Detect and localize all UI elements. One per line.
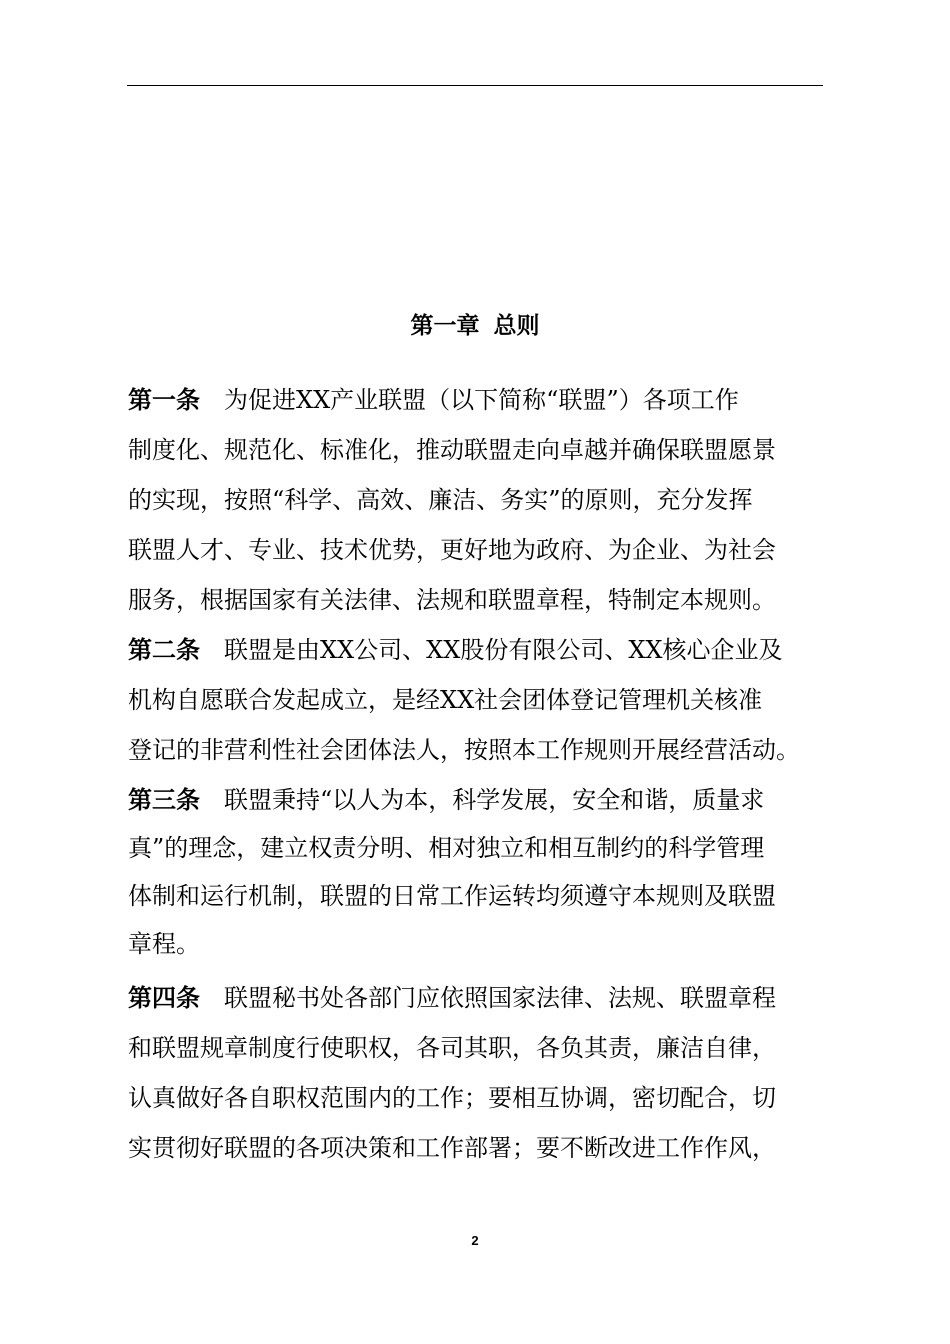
article-3-line-1 [128, 782, 764, 818]
article-1-text-2: 制度化、规范化、标准化，推动联盟走向卓越并确保联盟愿景 [128, 436, 776, 464]
article-3-label: 第三条 [128, 786, 200, 814]
article-2-text-1: 联盟是由XX公司、XX股份有限公司、XX核心企业及 [224, 636, 783, 664]
chapter-title: 第一章 总则 [410, 313, 540, 339]
article-1-label: 第一条 [128, 386, 200, 414]
article-1-text-5: 服务，根据国家有关法律、法规和联盟章程，特制定本规则。 [128, 586, 776, 614]
article-4-label: 第四条 [128, 984, 200, 1012]
article-3-line-2 [128, 830, 764, 866]
article-2-label: 第二条 [128, 636, 200, 664]
article-3-line-4 [128, 926, 200, 962]
article-4-line-1 [128, 980, 776, 1016]
article-4-line-2 [128, 1030, 776, 1066]
article-1-text-3: 的实现，按照“科学、高效、廉洁、务实”的原则，充分发挥 [128, 486, 753, 514]
article-4-text-1: 联盟秘书处各部门应依照国家法律、法规、联盟章程 [224, 984, 776, 1012]
article-3-text-3: 体制和运行机制，联盟的日常工作运转均须遵守本规则及联盟 [128, 882, 776, 910]
article-3-text-2: 真”的理念，建立权责分明、相对独立和相互制约的科学管理 [128, 834, 765, 862]
article-3-text-4: 章程。 [128, 930, 200, 958]
header-rule [127, 85, 823, 86]
article-1-line-2 [128, 432, 776, 468]
article-1-line-4 [128, 532, 776, 568]
article-4-text-4: 实贯彻好联盟的各项决策和工作部署；要不断改进工作作风， [128, 1134, 776, 1162]
article-3-text-1: 联盟秉持“以人为本，科学发展，安全和谐，质量求 [224, 786, 765, 814]
article-1-line-1 [128, 382, 739, 418]
article-3-line-3 [128, 878, 776, 914]
article-4-line-4 [128, 1130, 776, 1166]
article-4-text-3: 认真做好各自职权范围内的工作；要相互协调，密切配合，切 [128, 1084, 776, 1112]
article-1-text-4: 联盟人才、专业、技术优势，更好地为政府、为企业、为社会 [128, 536, 776, 564]
article-1-line-5 [128, 582, 776, 618]
article-2-line-3 [128, 732, 800, 768]
article-2-line-1 [128, 632, 783, 668]
article-4-text-2: 和联盟规章制度行使职权，各司其职，各负其责，廉洁自律， [128, 1034, 776, 1062]
article-2-text-3: 登记的非营利性社会团体法人，按照本工作规则开展经营活动。 [128, 736, 800, 764]
article-2-line-2 [128, 682, 762, 718]
page-number: 2 [471, 1233, 479, 1248]
article-1-line-3 [128, 482, 753, 518]
article-2-text-2: 机构自愿联合发起成立，是经XX社会团体登记管理机关核准 [128, 686, 763, 714]
article-4-line-3 [128, 1080, 776, 1116]
article-1-text-1: 为促进XX产业联盟（以下简称“联盟”）各项工作 [224, 386, 739, 414]
